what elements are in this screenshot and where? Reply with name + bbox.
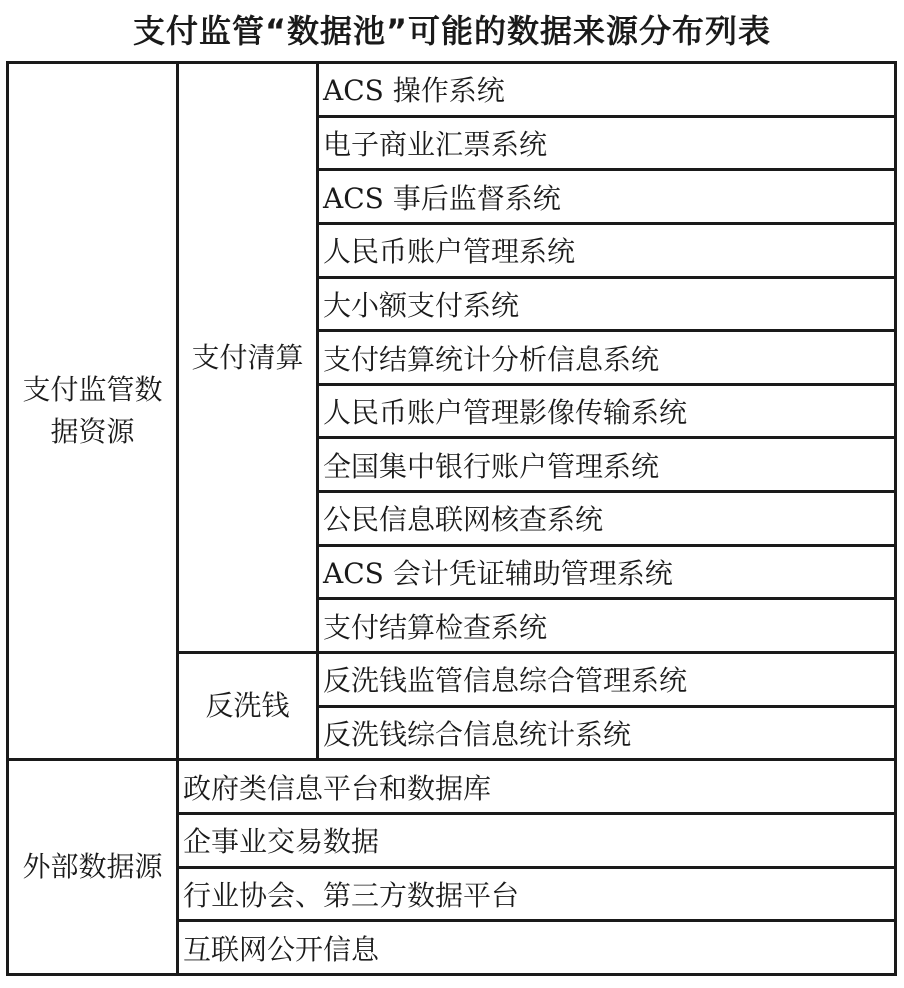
list-item: 电子商业汇票系统 [318,116,896,170]
list-item: 公民信息联网核查系统 [318,492,896,546]
list-item: 行业协会、第三方数据平台 [178,867,896,921]
group-payment-supervision: 支付监管数据资源 [8,63,178,760]
list-item: 人民币账户管理系统 [318,223,896,277]
list-item: ACS 会计凭证辅助管理系统 [318,545,896,599]
table-row [8,63,896,117]
list-item: ACS 操作系统 [318,63,896,117]
list-item: 反洗钱监管信息综合管理系统 [318,653,896,707]
list-item: 互联网公开信息 [178,921,896,975]
list-item: 支付结算统计分析信息系统 [318,331,896,385]
list-item: 支付结算检查系统 [318,599,896,653]
subgroup-payment-clearing: 支付清算 [178,63,318,653]
group-external-sources: 外部数据源 [8,760,178,975]
list-item: 政府类信息平台和数据库 [178,760,896,814]
data-source-table [6,61,897,976]
list-item: ACS 事后监督系统 [318,170,896,224]
list-item: 企事业交易数据 [178,813,896,867]
table-row [8,760,896,814]
list-item: 大小额支付系统 [318,277,896,331]
list-item: 全国集中银行账户管理系统 [318,438,896,492]
list-item: 反洗钱综合信息统计系统 [318,706,896,760]
subgroup-anti-money-laundering: 反洗钱 [178,653,318,760]
list-item: 人民币账户管理影像传输系统 [318,384,896,438]
table-title: 支付监管“数据池”可能的数据来源分布列表 [132,12,772,50]
